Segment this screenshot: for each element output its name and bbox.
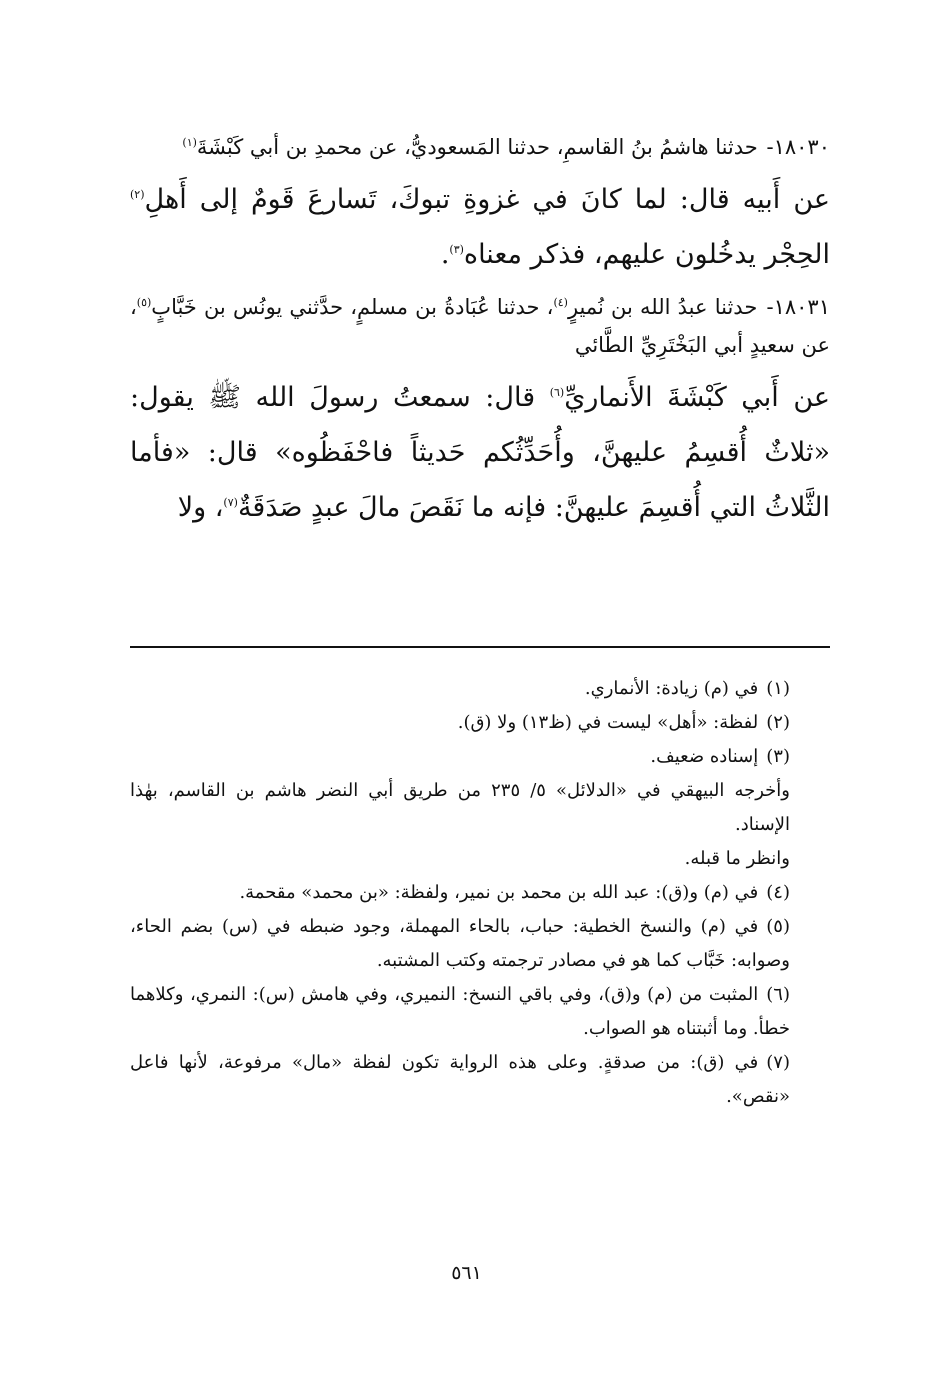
footnote-text: المثبت من (م) و(ق)، وفي باقي النسخ: النميري، وفي هامش (س): النمري، وكلاهما خطأ. وما أثبتناه هو الصواب.	[130, 984, 790, 1039]
footnote-ref[interactable]: (٥)	[136, 296, 152, 309]
hadith-18030-isnad	[130, 128, 830, 166]
footnote-ref[interactable]: (٧)	[223, 496, 238, 509]
matn-text: قال: سمعتُ رسولَ الله ﷺ يقول: «ثلاثٌ أُقسِمُ عليهنَّ، وأُحَدِّثُكم حَديثاً فاحْفَظُوه» قال: «فأما الثَّلاثُ التي أُقسِمَ عليهنَّ: فإنه ما نَقَصَ مالَ عبدٍ صَدَقَةٌ	[130, 382, 830, 523]
isnad-text: ، حدثنا عُبَادةُ بن مسلمٍ، حدَّثني يونُس بن خَبَّابٍ	[151, 295, 554, 319]
matn-text: .	[440, 239, 450, 270]
footnote-4	[130, 876, 830, 910]
footnote-divider	[130, 646, 830, 648]
isnad-text: حدثنا عبدُ الله بن نُميرٍ	[567, 295, 758, 319]
footnote-ref[interactable]: (١)	[182, 136, 197, 149]
footnote-3-see-also	[130, 842, 830, 876]
footnote-1	[130, 672, 830, 706]
footnote-text: في (م) و(ق): عبد الله بن محمد بن نمير، ولفظة: «بن محمد» مقحمة.	[239, 882, 759, 903]
footnote-ref[interactable]: (٦)	[549, 386, 565, 399]
isnad-text: ، عن سعيدٍ أبي البَخْتَرِيِّ الطَّائي	[130, 295, 830, 357]
hadith-18030-matn	[130, 172, 830, 282]
footnote-7	[130, 1046, 830, 1114]
footnote-number: (٥)	[766, 916, 790, 937]
footnote-number: (٦)	[766, 984, 790, 1005]
footnote-3-continued	[130, 774, 830, 842]
hadith-18031-isnad	[130, 288, 830, 364]
footnote-ref[interactable]: (٤)	[553, 296, 568, 309]
footnote-number: (٣)	[766, 746, 790, 767]
footnote-text: في (م) والنسخ الخطية: حباب، بالحاء المهملة، وجود ضبطه في (س) بضم الحاء، وصوابه: خَبَّاب كما هو في مصادر ترجمته وكتب المشتبه.	[130, 916, 790, 971]
footnote-6	[130, 978, 830, 1046]
footnote-text: وانظر ما قبله.	[684, 848, 790, 869]
matn-text: عن أَبيه قال: لما كانَ في غزوةِ تبوكَ، تَسارعَ قَومٌ إلى أَهلِ	[144, 184, 830, 215]
footnote-text: في (ق): من صدقةٍ. وعلى هذه الرواية تكون لفظة «مال» مرفوعة، لأنها فاعل «نقص».	[130, 1052, 790, 1107]
footnote-text: لفظة: «أهل» ليست في (ظ١٣) ولا (ق).	[457, 712, 759, 733]
footnote-number: (٢)	[766, 712, 790, 733]
footnote-5	[130, 910, 830, 978]
footnote-number: (١)	[766, 678, 790, 699]
hadith-number: ١٨٠٣١-	[766, 295, 830, 319]
footnote-text: إسناده ضعيف.	[650, 746, 759, 767]
matn-text: عن أَبي كَبْشَةَ الأَنماريِّ	[564, 382, 830, 413]
footnotes	[130, 672, 830, 1114]
isnad-text: حدثنا هاشمُ بنُ القاسمِ، حدثنا المَسعوديُّ، عن محمدِ بن أبي كَبْشَةَ	[196, 135, 758, 159]
footnote-3	[130, 740, 830, 774]
hadith-18031-matn	[130, 370, 830, 535]
footnote-2	[130, 706, 830, 740]
page-number: ٥٦١	[451, 1262, 482, 1284]
hadith-number: ١٨٠٣٠-	[766, 135, 830, 159]
footnote-number: (٤)	[766, 882, 790, 903]
footnote-ref[interactable]: (٣)	[449, 243, 464, 256]
footnote-ref[interactable]: (٢)	[130, 188, 145, 201]
footnote-number: (٧)	[766, 1052, 790, 1073]
matn-text: ، ولا	[177, 492, 224, 523]
footnote-text: وأخرجه البيهقي في «الدلائل» ٥/ ٢٣٥ من طريق أبي النضر هاشم بن القاسم، بهٰذا الإسناد.	[130, 780, 790, 835]
main-text	[130, 128, 830, 541]
matn-text: الحِجْر يدخُلون عليهم، فذكر معناه	[463, 239, 830, 270]
footnote-text: في (م) زيادة: الأنماري.	[584, 678, 759, 699]
